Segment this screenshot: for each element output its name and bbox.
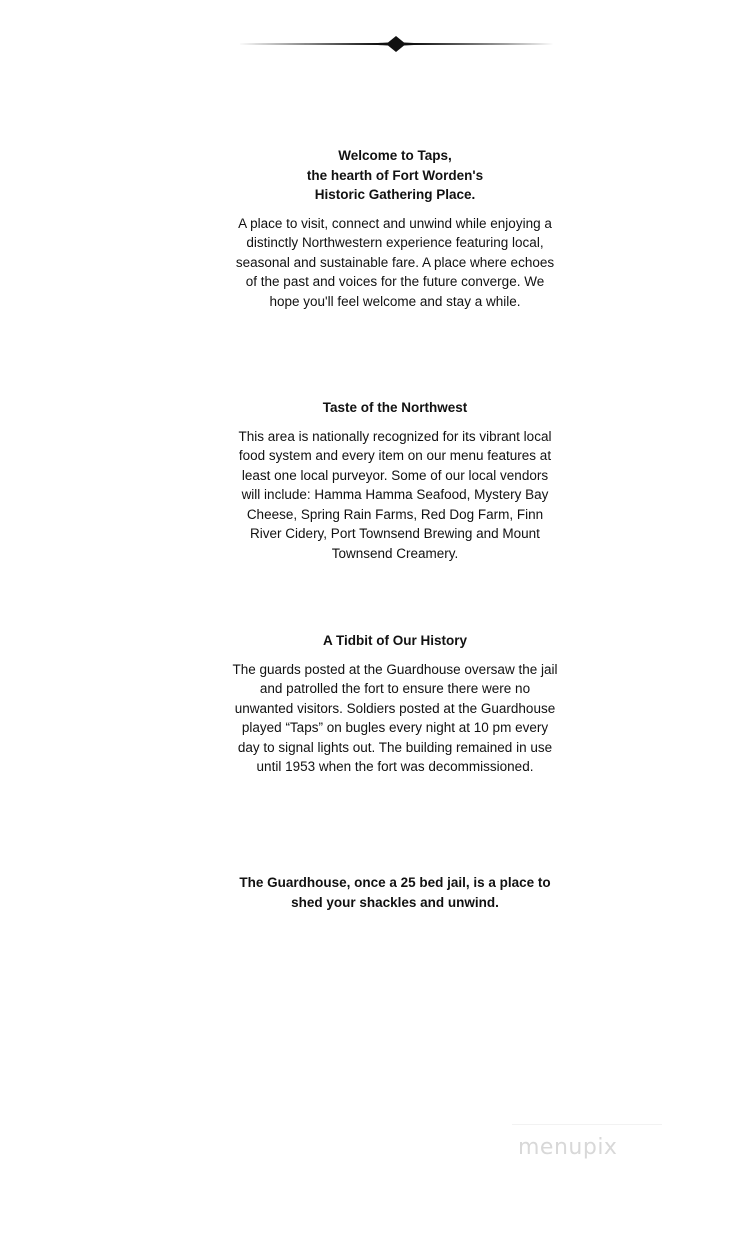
diamond-divider-icon (238, 34, 554, 54)
welcome-heading-line-1: Welcome to Taps, (338, 148, 452, 163)
welcome-heading-line-3: Historic Gathering Place. (314, 187, 476, 202)
menupix-watermark: menupix (512, 1124, 662, 1174)
taste-section (232, 398, 558, 563)
welcome-heading (232, 146, 558, 205)
closing-text: The Guardhouse, once a 25 bed jail, is a place to shed your shackles and unwind. (239, 875, 551, 910)
welcome-body: A place to visit, connect and unwind while enjoying a distinctly Northwestern experience featuring local, seasonal and sustainable fare. A place where echoes of the past and voices for the future converge. We hope you'll feel welcome and stay a while. (235, 215, 555, 309)
closing-section (236, 873, 554, 912)
taste-body: This area is nationally recognized for its vibrant local food system and every item on our menu features at least one local purveyor. Some of our local vendors will include: Hamma Hamma Seafood, Mystery Bay Cheese, Spring Rain Farms, Red Dog Farm, Finn River Cidery, Port Townsend Brewing and Mount Townsend Creamery. (238, 428, 552, 561)
welcome-heading-line-2: the hearth of Fort Worden's (306, 167, 484, 183)
history-body: The guards posted at the Guardhouse oversaw the jail and patrolled the fort to ensure there were no unwanted visitors. Soldiers posted at the Guardhouse played “Taps” on bugles every night at 10 pm every day to signal lights out. The building remained in use until 1953 when the fort was decommissioned. (232, 661, 558, 774)
history-heading: A Tidbit of Our History (323, 633, 467, 648)
welcome-section (232, 146, 558, 311)
taste-heading: Taste of the Northwest (322, 400, 468, 415)
history-section (232, 631, 558, 777)
